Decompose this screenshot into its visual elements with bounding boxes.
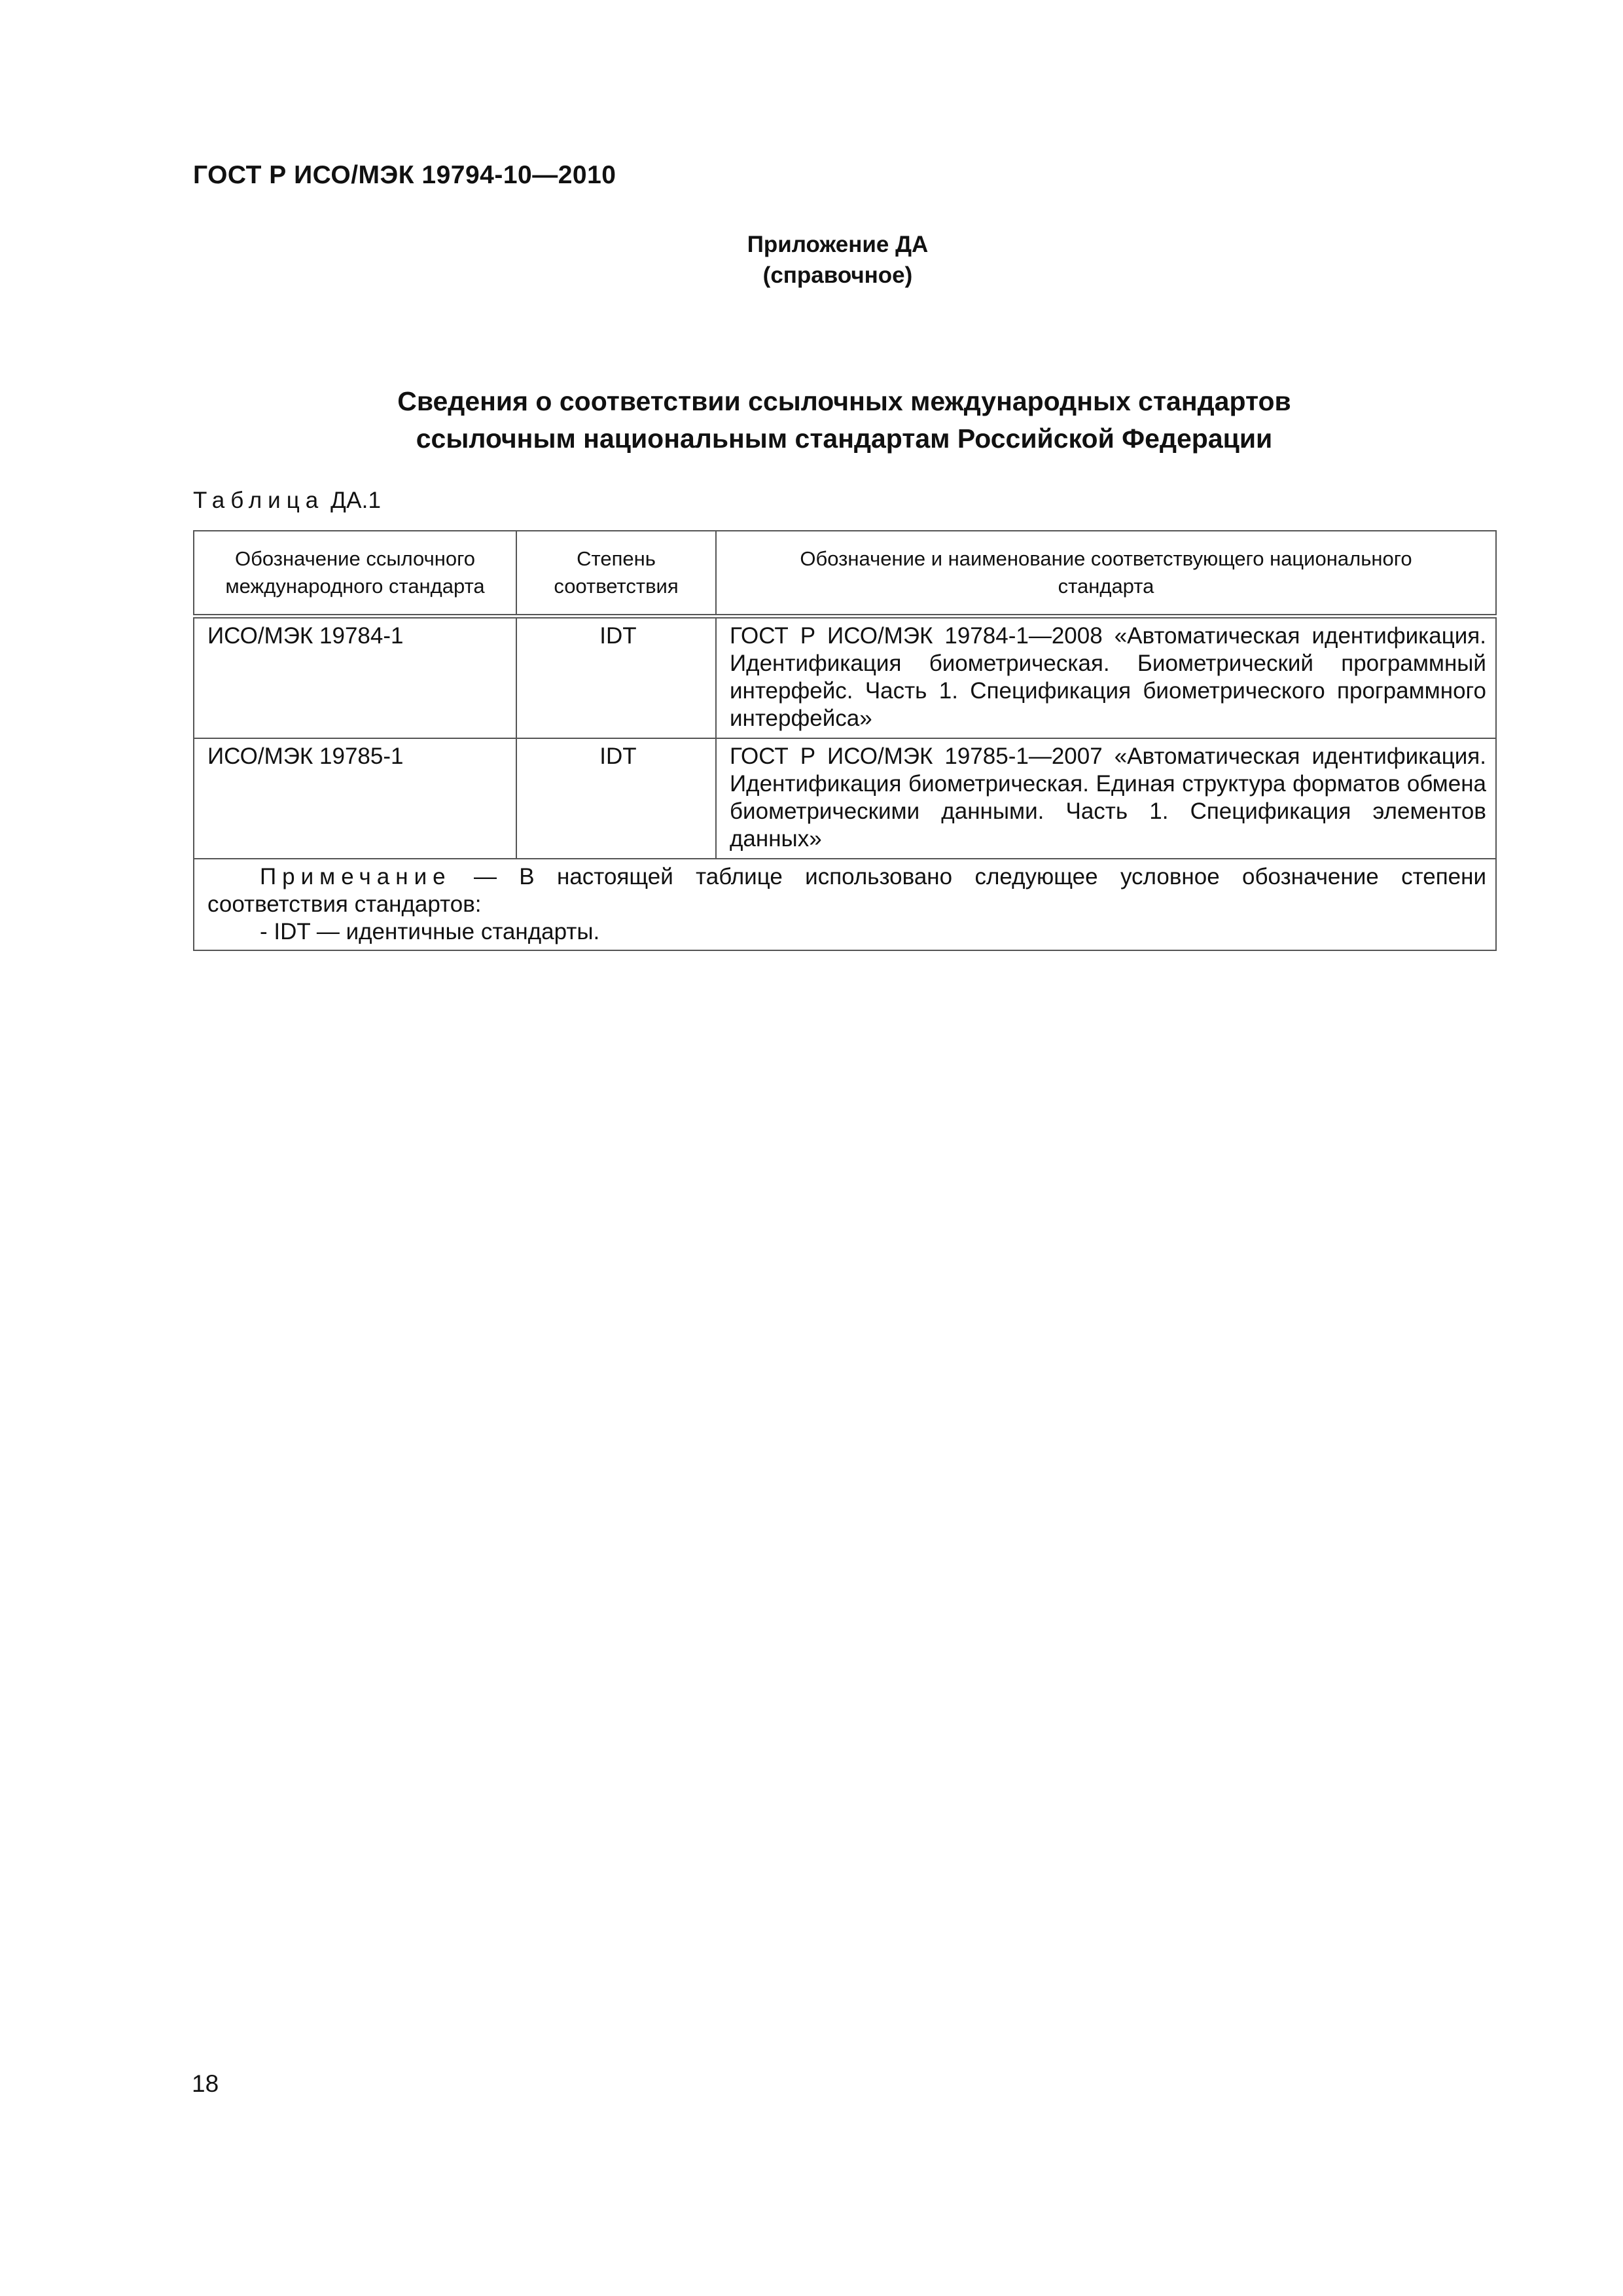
column-header-national-standard [716, 531, 1496, 617]
column-header-line: Обозначение и наименование соответствующего национального [800, 547, 1412, 570]
note-body: — В настоящей таблице использовано следующее условное обозначение степени соответствия стандартов: [207, 864, 1486, 917]
annex-title: Приложение ДА [747, 232, 929, 257]
table-caption-number: ДА.1 [330, 488, 382, 513]
international-standard-code: ИСО/МЭК 19784-1 [194, 617, 516, 739]
national-standard-name: ГОСТ Р ИСО/МЭК 19785-1—2007 «Автоматическая идентификация. Идентификация биометрическая. Единая структура форматов обмена биометрическими данными. Часть 1. Спецификация элементов данных» [716, 738, 1496, 859]
national-standard-name: ГОСТ Р ИСО/МЭК 19784-1—2008 «Автоматическая идентификация. Идентификация биометрическая. Биометрический программный интерфейс. Часть 1. Спецификация биометрического программного интерфейса» [716, 617, 1496, 739]
section-title-line-2: ссылочным национальным стандартам Российской Федерации [416, 423, 1273, 454]
degree-of-correspondence: IDT [516, 738, 716, 859]
column-header-degree [516, 531, 716, 617]
column-header-line: стандарта [1058, 575, 1154, 598]
section-title-line-1: Сведения о соответствии ссылочных международных стандартов [397, 386, 1291, 416]
table-note-row [194, 859, 1496, 950]
document-code-header: ГОСТ Р ИСО/МЭК 19794-10—2010 [193, 161, 616, 189]
table-header-row [194, 531, 1496, 617]
table-note [194, 859, 1496, 950]
degree-of-correspondence: IDT [516, 617, 716, 739]
international-standard-code: ИСО/МЭК 19785-1 [194, 738, 516, 859]
section-title [193, 383, 1495, 457]
table-caption [193, 488, 381, 514]
annex-heading [524, 229, 1152, 291]
column-header-line: соответствия [554, 575, 679, 598]
table-row [194, 617, 1496, 739]
note-text [207, 863, 1486, 918]
table-caption-label: Таблица [193, 488, 325, 513]
note-item: - IDT — идентичные стандарты. [260, 919, 600, 944]
column-header-international-standard [194, 531, 516, 617]
table-row [194, 738, 1496, 859]
column-header-line: международного стандарта [225, 575, 485, 598]
page-number: 18 [192, 2070, 219, 2097]
column-header-line: Степень [577, 547, 656, 570]
column-header-line: Обозначение ссылочного [235, 547, 475, 570]
note-label: Примечание [260, 864, 452, 889]
correspondence-table [193, 530, 1497, 951]
annex-type: (справочное) [762, 262, 913, 288]
